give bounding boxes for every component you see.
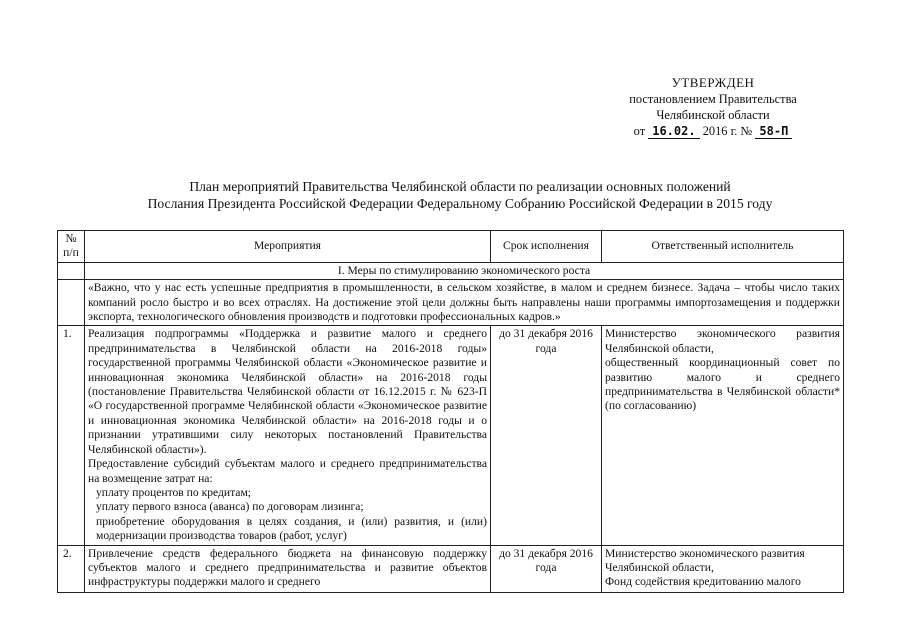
row-measure [85, 326, 491, 545]
row-number: 1. [58, 326, 85, 545]
measures-table [57, 230, 844, 593]
section-empty-cell [58, 262, 85, 279]
approval-number: 58-П [755, 125, 792, 139]
executor-text: Министерство экономического развития Челябинской области, [605, 327, 840, 355]
row-executor [602, 545, 844, 592]
executor-extra: Фонд содействия кредитованию малого [605, 575, 801, 589]
title-line-2: Послания Президента Российской Федерации Федеральному Собранию Российской Федерации в 2015 году [147, 196, 773, 211]
president-quote: «Важно, что у нас есть успешные предприятия в промышленности, в сельском хозяйстве, в малом и среднем бизнесе. Задача – чтобы число таких компаний росло быстро и во всех отраслях. На достижение этой цели должны быть направлены наши программы импортозамещения и поддержки экспорта, технологического обновления производств и подготовки профессиональных кадров.» [85, 280, 844, 326]
header-num: № п/п [58, 231, 85, 263]
table-row [58, 545, 844, 592]
section-row [58, 262, 844, 279]
measure-text: Привлечение средств федерального бюджета на финансовую поддержку субъектов малого и среднего предпринимательства и развитие объектов инфраструктуры поддержки малого и среднего [88, 546, 487, 589]
quote-empty-cell [58, 280, 85, 326]
table-header-row [58, 231, 844, 263]
title-line-1: План мероприятий Правительства Челябинской области по реализации основных положений [189, 179, 731, 194]
executor-text: Министерство экономического развития Челябинской области, [605, 546, 805, 574]
approval-date: 16.02. [648, 125, 699, 139]
measure-item: уплату процентов по кредитам; [96, 485, 252, 499]
executor-cell-content [605, 547, 840, 591]
measure-item: приобретение оборудования в целях создания, и (или) развития, и (или) модернизации производства товаров (работ, услуг) [96, 514, 487, 543]
row-number: 2. [58, 545, 85, 592]
approval-stamp [598, 75, 828, 139]
section-title: I. Меры по стимулированию экономического роста [85, 262, 844, 279]
row-deadline: до 31 декабря 2016 года [491, 326, 602, 545]
approval-line-2: постановлением Правительства [629, 92, 797, 106]
header-measures: Мероприятия [85, 231, 491, 263]
measure-text: Реализация подпрограммы «Поддержка и развитие малого и среднего предпринимательства в Челябинской области на 2016-2018 годы» государственной программы Челябинской области «Экономическое развитие и инновационная экономика Челябинской области» на 2016-2018 годы (постановление Правительства Челябинской области от 16.12.2015 г. № 623-П «О государственной программе Челябинской области «Экономическое развитие и инновационная экономика Челябинской области» на 2016-2018 годы и о признании утратившими силу некоторых постановлений Правительства Челябинской области»). [88, 327, 487, 456]
approval-from: от [633, 124, 646, 138]
measure-extra: Предоставление субсидий субъектам малого и среднего предпринимательства на возмещение затрат на: [88, 457, 487, 485]
approval-date-line [598, 123, 828, 139]
header-deadline: Срок исполнения [491, 231, 602, 263]
approval-line-3: Челябинской области [656, 108, 770, 122]
executor-extra: общественный координационный совет по развитию малого и среднего предпринимательства в Челябинской области* (по согласованию) [605, 356, 840, 413]
measure-item: уплату первого взноса (аванса) по договорам лизинга; [96, 500, 364, 514]
row-executor [602, 326, 844, 545]
row-deadline: до 31 декабря 2016 года [491, 545, 602, 592]
approval-heading: УТВЕРЖДЕН [671, 75, 755, 90]
header-executor: Ответственный исполнитель [602, 231, 844, 263]
row-measure [85, 545, 491, 592]
quote-row [58, 280, 844, 326]
table-row [58, 326, 844, 545]
approval-year: 2016 г. № [702, 124, 753, 138]
document-title [80, 178, 840, 212]
